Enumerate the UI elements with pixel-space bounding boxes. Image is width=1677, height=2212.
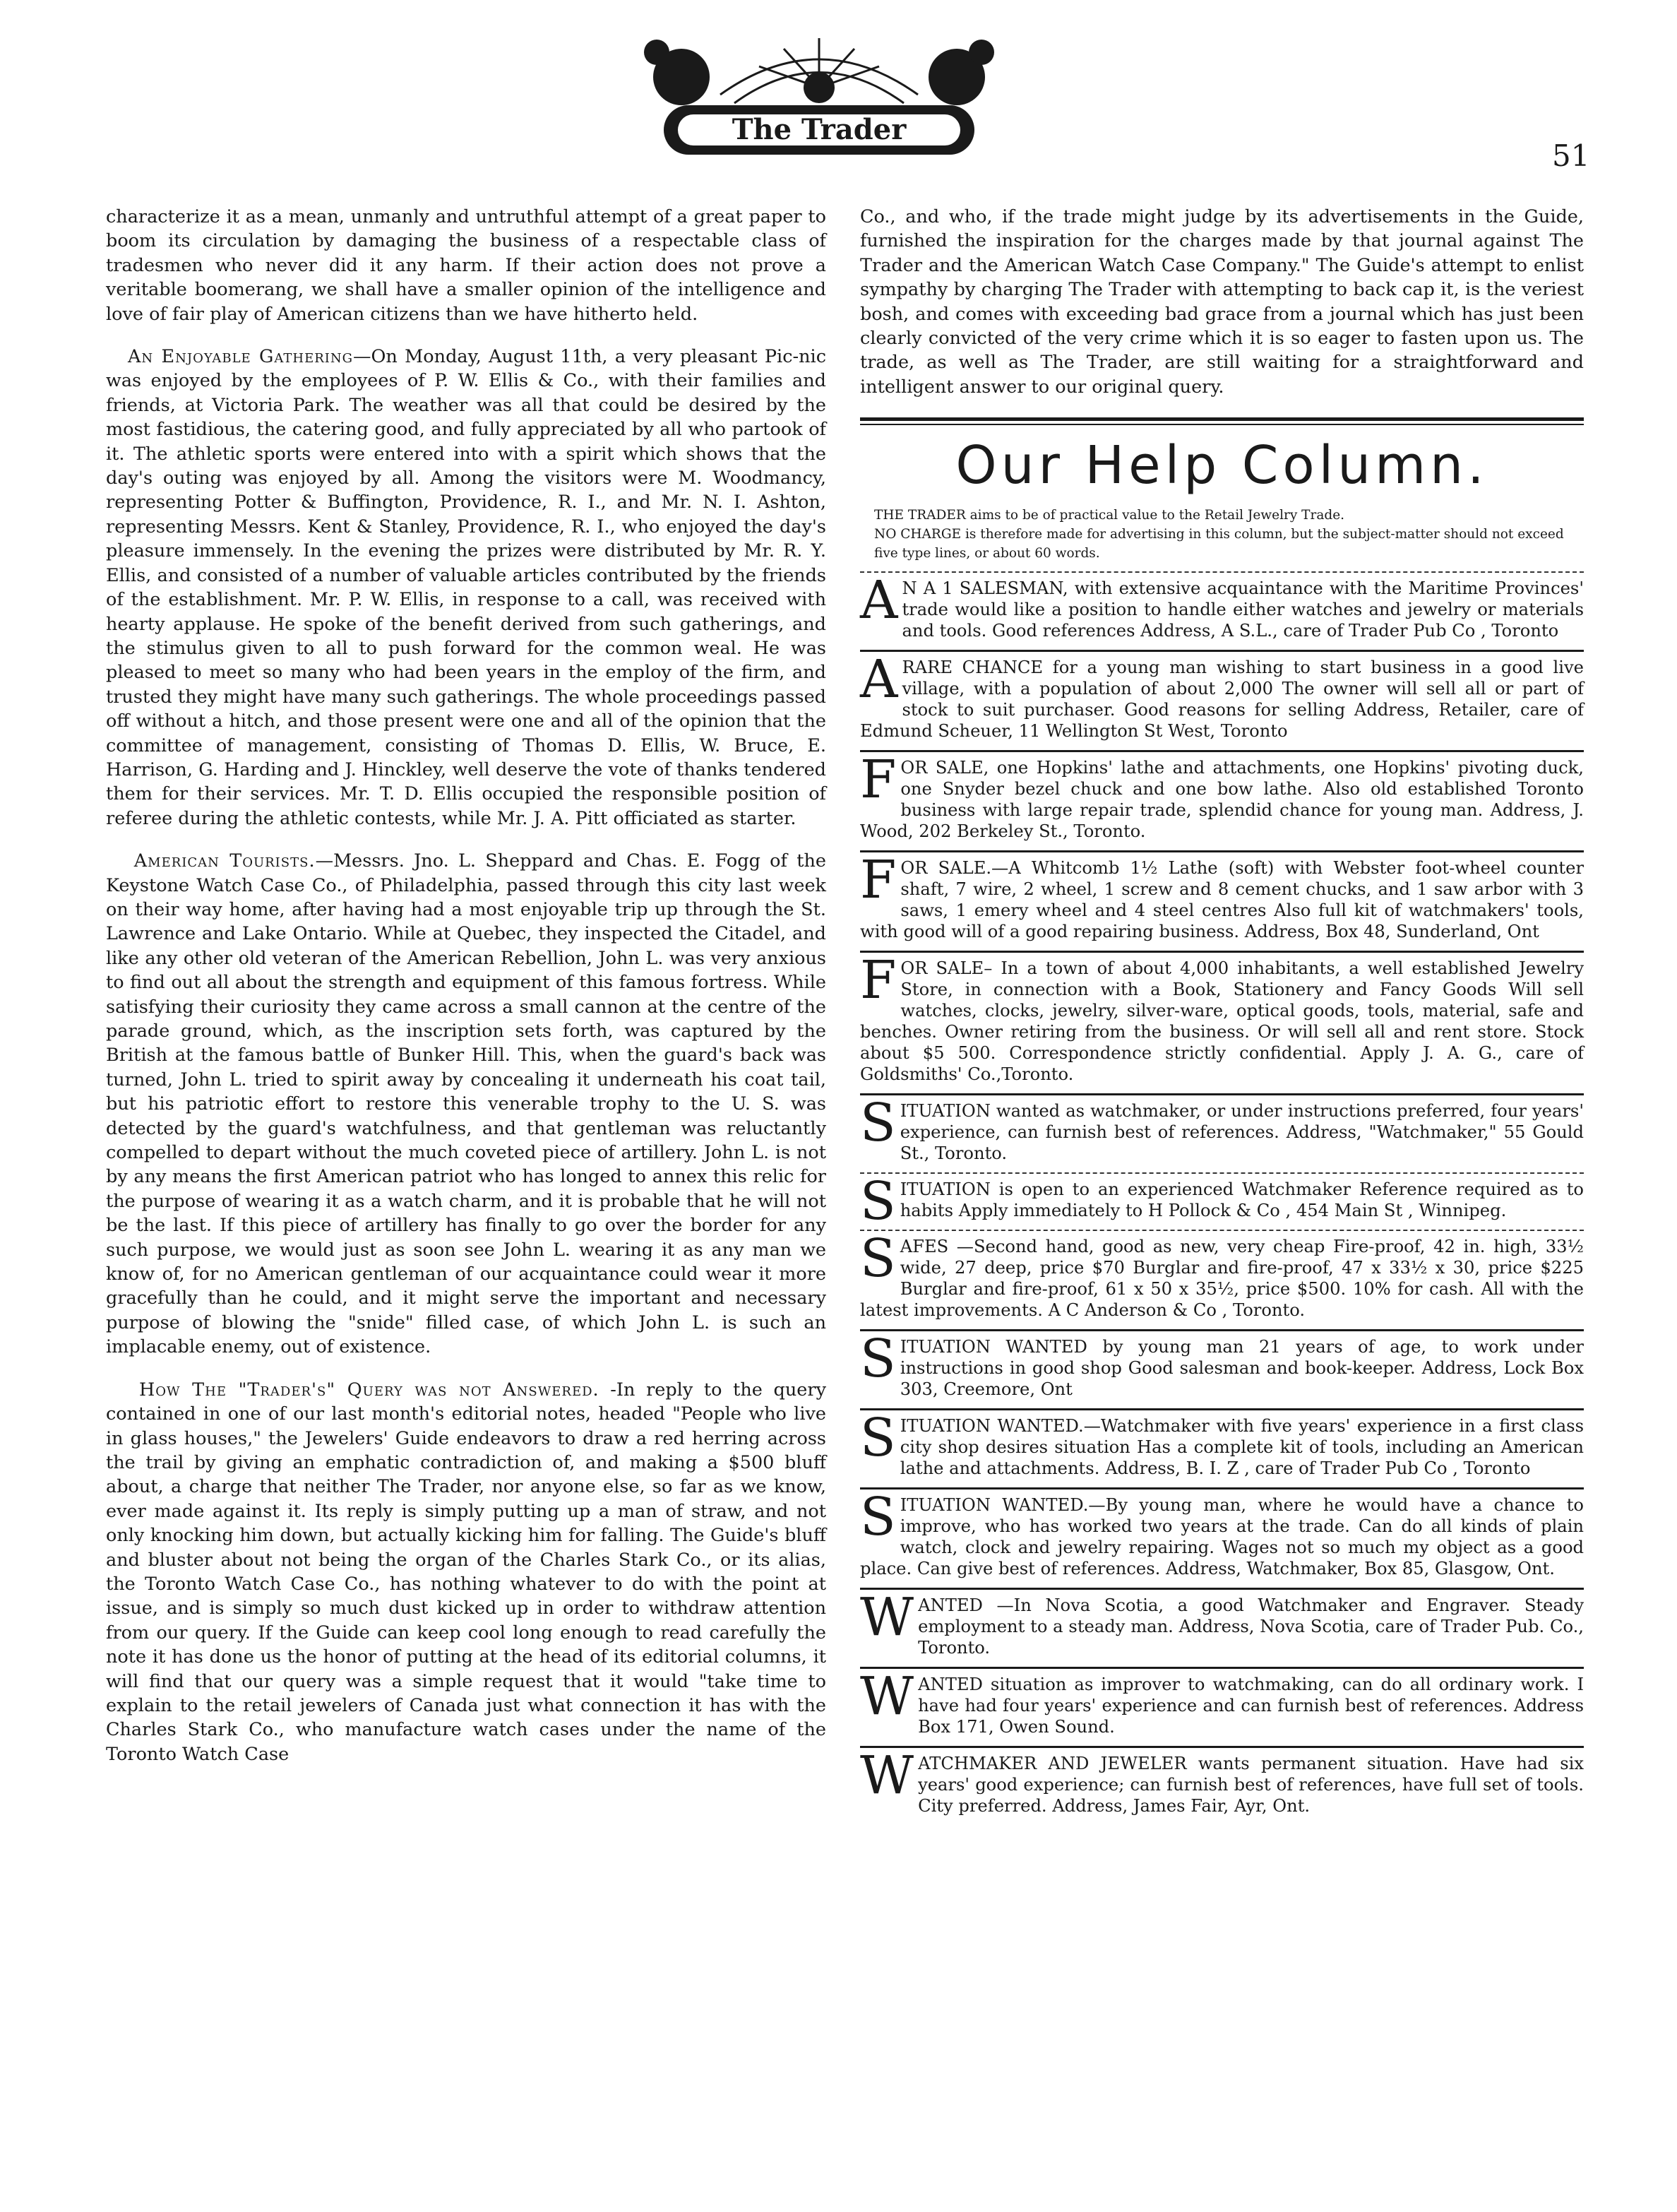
section-rule — [860, 417, 1584, 421]
continuation-paragraph: Co., and who, if the trade might judge by its advertisements in the Guide, furnished the inspiration for the charges made by that journal against The Trader and the American Watch Case Company." The Guide's attempt to enlist sympathy by charging The Trader with attempting to back cap it, is the veriest bosh, and comes with exceeding bad grace from a journal which has just been clearly convicted of the very crime which it is so eager to fasten upon us. The trade, as well as The Trader, are still waiting for a straightforward and intelligent answer to our original query. — [860, 206, 1584, 398]
classified-ad — [860, 1746, 1584, 1825]
ad-text: ATCHMAKER AND JEWELER wants permanent situation. Have had six years' good experience; can furnish best of references, have full set of tools. City preferred. Address, James Fair, Ayr, Ont. — [918, 1754, 1584, 1816]
drop-cap: S — [860, 1093, 896, 1154]
page-number: 51 — [1552, 138, 1590, 173]
drop-cap: F — [860, 850, 897, 911]
drop-cap: W — [860, 1666, 914, 1728]
drop-cap: S — [860, 1328, 896, 1390]
ad-text: N A 1 SALESMAN, with extensive acquaintance with the Maritime Provinces' trade would like a position to handle either watches and jewelry or materials and tools. Good references Address, A S.L., care of Trader Pub Co , Toronto — [902, 578, 1584, 641]
ad-text: ITUATION WANTED.—Watchmaker with five years' experience in a first class city shop desires situation Has a complete kit of tools, including an American lathe and attachments. Address, B. I. Z , care of Trader Pub Co , Toronto — [900, 1416, 1584, 1479]
paragraph-text: —Messrs. Jno. L. Sheppard and Chas. E. Fogg of the Keystone Watch Case Co., of Philadelphia, passed through this city last week on their way home, after having had a most enjoyable trip up through the St. Lawrence and Lake Ontario. While at Quebec, they inspected the Citadel, and like any other old veteran of the American Rebellion, John L. was very anxious to find out all about the strength and equipment of this famous fortress. While satisfying their curiosity they came across a small cannon at the centre of the parade ground, which, as the inscription sets forth, was captured by the British at the famous battle of Bunker Hill. This, when the guard's back was turned, John L. tried to spirit away by concealing it underneath his coat tail, but his patriotic effort to restore this venerable trophy to the U. S. was detected by the guard's watchfulness, and that gentleman was reluctantly compelled to depart without the much coveted piece of artillery. John L. is not by any means the first American patriot who has longed to annex this relic for the purpose of wearing it as a watch charm, and it is probable that he will not be the last. If this piece of artillery has finally to go over the border for any such purpose, we would just as soon see John L. wearing it as any man we know of, for no American gentleman of our acquaintance could wear it more gracefully than he could, and it might serve the important and necessary purpose of blowing the "snide" filled case, of which John L. is such an implacable enemy, out of existence. — [106, 850, 826, 1358]
help-column-title: Our Help Column. — [955, 435, 1488, 496]
drop-cap: W — [860, 1587, 914, 1648]
help-intro-line: NO CHARGE is therefore made for advertising in this column, but the subject-matter should not exceed five type lines, or about 60 words. — [874, 527, 1564, 561]
help-intro-line: THE TRADER aims to be of practical value to the Retail Jewelry Trade. — [874, 508, 1345, 523]
masthead-title: The Trader — [732, 113, 907, 146]
ad-text: ITUATION WANTED.—By young man, where he would have a chance to improve, who has worked two years at the trade. Can do all kinds of plain watch, clock and jewelry repairing. Wages not so much my object as a good place. Can give best of references. Address, Watchmaker, Box 85, Glasgow, Ont. — [860, 1495, 1584, 1579]
masthead-logo — [614, 10, 1024, 172]
ad-text: ANTED situation as improver to watchmaking, can do all ordinary work. I have had four years' experience and can furnish best of references. Address Box 171, Owen Sound. — [918, 1675, 1584, 1737]
section-rule — [860, 424, 1584, 425]
article-paragraph — [106, 345, 826, 831]
paragraph-lead: How The "Trader's" Query was not Answered. — [138, 1379, 599, 1401]
drop-cap: S — [860, 1408, 896, 1469]
paragraph-lead: American Tourists. — [133, 850, 316, 872]
drop-cap: A — [860, 570, 898, 631]
article-paragraph — [106, 205, 826, 326]
classified-ad — [860, 1487, 1584, 1588]
paragraph-lead: An Enjoyable Gathering — [128, 346, 354, 368]
classified-ad — [860, 1230, 1584, 1329]
drop-cap: F — [860, 749, 897, 811]
classified-ad — [860, 1588, 1584, 1667]
classified-ad — [860, 571, 1584, 650]
classified-ad — [860, 1408, 1584, 1487]
article-paragraph — [106, 1378, 826, 1767]
ad-text: ANTED —In Nova Scotia, a good Watchmaker and Engraver. Steady employment to a steady man. Address, Nova Scotia, care of Trader Pub. Co., Toronto. — [918, 1595, 1584, 1658]
classified-ad — [860, 1329, 1584, 1408]
classified-ad — [860, 1093, 1584, 1172]
classified-ad — [860, 951, 1584, 1093]
classified-ad — [860, 1667, 1584, 1746]
right-column — [860, 205, 1584, 1825]
classified-ad — [860, 850, 1584, 951]
ad-text: ITUATION is open to an experienced Watchmaker Reference required as to habits Apply immediately to H Pollock & Co , 454 Main St , Winnipeg. — [900, 1179, 1584, 1221]
ad-text: RARE CHANCE for a young man wishing to start business in a good live village, with a population of about 2,000 The owner will sell all or part of stock to suit purchaser. Good reasons for selling Address, Retailer, care of Edmund Scheuer, 11 Wellington St West, Toronto — [860, 658, 1584, 742]
ad-text: OR SALE.—A Whitcomb 1½ Lathe (soft) with Webster foot-wheel counter shaft, 7 wire, 2 wheel, 1 screw and 8 cement chucks, and 1 saw arbor with 3 saws, 1 emery wheel and 4 steel centres Also full kit of watchmakers' tools, with good will of a good repairing business. Address, Box 48, Sunderland, Ont — [860, 858, 1584, 942]
drop-cap: S — [860, 1487, 896, 1548]
paragraph-text: -In reply to the query contained in one of our last month's editorial notes, headed "People who live in glass houses," the Jewelers' Guide endeavors to draw a red herring across the trail by giving an emphatic contradiction of, and making a $500 bluff about, a charge that neither The Trader, nor anyone else, so far as we know, ever made against it. Its reply is simply putting up a man of straw, and not only knocking him down, but actually kicking him for falling. The Guide's bluff and bluster about not being the organ of the Charles Stark Co., or its alias, the Toronto Watch Case Co., has nothing whatever to do with the point at issue, and is simply so much dust kicked up in order to withdraw attention from our query. If the Guide can keep cool long enough to read carefully the note it has done us the honor of putting at the head of its editorial columns, it will find that our query was a simple request that it would "take time to explain to the retail jewelers of Canada just what connection it has with the Charles Stark Co., who manufacture watch cases under the name of the Toronto Watch Case — [106, 1379, 826, 1765]
paragraph-text: characterize it as a mean, unmanly and untruthful attempt of a great paper to boom its circulation by damaging the business of a respectable class of tradesmen who never did it any harm. If their action does not prove a veritable boomerang, we shall have a smaller opinion of the intelligence and love of fair play of American citizens than we have hitherto held. — [106, 206, 826, 325]
classified-ad — [860, 650, 1584, 750]
classified-ad — [860, 750, 1584, 850]
drop-cap: W — [860, 1745, 914, 1807]
ad-text: OR SALE, one Hopkins' lathe and attachments, one Hopkins' pivoting duck, one Snyder bezel chuck and one bow lathe. Also old established Toronto business with large repair trade, splendid chance for young man. Address, J. Wood, 202 Berkeley St., Toronto. — [860, 758, 1584, 842]
ad-text: AFES —Second hand, good as new, very cheap Fire-proof, 42 in. high, 33½ wide, 27 deep, price $70 Burglar and fire-proof, 47 x 33½ x 30, price $225 Burglar and fire-proof, 61 x 50 x 35½, price $500. 10% for cash. All with the latest improvements. A C Anderson & Co , Toronto. — [860, 1237, 1584, 1321]
left-column — [106, 205, 826, 1785]
article-paragraph — [106, 849, 826, 1360]
ad-text: ITUATION wanted as watchmaker, or under instructions preferred, four years' experience, can furnish best of references. Address, "Watchmaker," 55 Gould St., Toronto. — [900, 1101, 1584, 1164]
drop-cap: S — [860, 1228, 896, 1290]
drop-cap: F — [860, 950, 897, 1011]
classified-ad — [860, 1172, 1584, 1230]
drop-cap: A — [860, 649, 898, 710]
paragraph-text: —On Monday, August 11th, a very pleasant Pic-nic was enjoyed by the employees of P. W. Ellis & Co., with their families and friends, at Victoria Park. The weather was all that could be desired by the most fastidious, the catering good, and fully appreciated by all who partook of it. The athletic sports were entered into with a spirit which shows that the day's outing was enjoyed by all. Among the visitors were M. Woodmancy, representing Potter & Buffington, Providence, R. I., and Mr. N. I. Ashton, representing Messrs. Kent & Stanley, Providence, R. I., who enjoyed the day's pleasure immensely. In the evening the prizes were distributed by Mr. R. Y. Ellis, and consisted of a number of valuable articles contributed by the friends of the establishment. Mr. P. W. Ellis, in response to a call, was received with hearty applause. He spoke of the benefit derived from such gatherings, and the stimulus given to all to push forward for the common weal. He was pleased to meet so many who had been years in the employ of the firm, and trusted they might have many such gatherings. The whole proceedings passed off without a hitch, and those present were one and all of the opinion that the committee of management, consisting of Thomas D. Ellis, W. Bruce, E. Harrison, G. Harding and J. Hinckley, well deserve the vote of thanks tendered them for their services. Mr. T. D. Ellis occupied the responsible position of referee during the athletic contests, while Mr. J. A. Pitt officiated as starter. — [106, 346, 826, 829]
ad-text: ITUATION WANTED by young man 21 years of age, to work under instructions in good shop Good salesman and book-keeper. Address, Lock Box 303, Creemore, Ont — [900, 1337, 1584, 1400]
ad-text: OR SALE– In a town of about 4,000 inhabitants, a well established Jewelry Store, in connection with a Book, Stationery and Fancy Goods Will sell watches, clocks, jewelry, silver-ware, optical goods, tools, material, safe and benches. Owner retiring from the business. Or will sell all and rent store. Stock about $5 500. Correspondence strictly confidential. Apply J. A. G., care of Goldsmiths' Co.,Toronto. — [860, 958, 1584, 1085]
drop-cap: S — [860, 1171, 896, 1232]
